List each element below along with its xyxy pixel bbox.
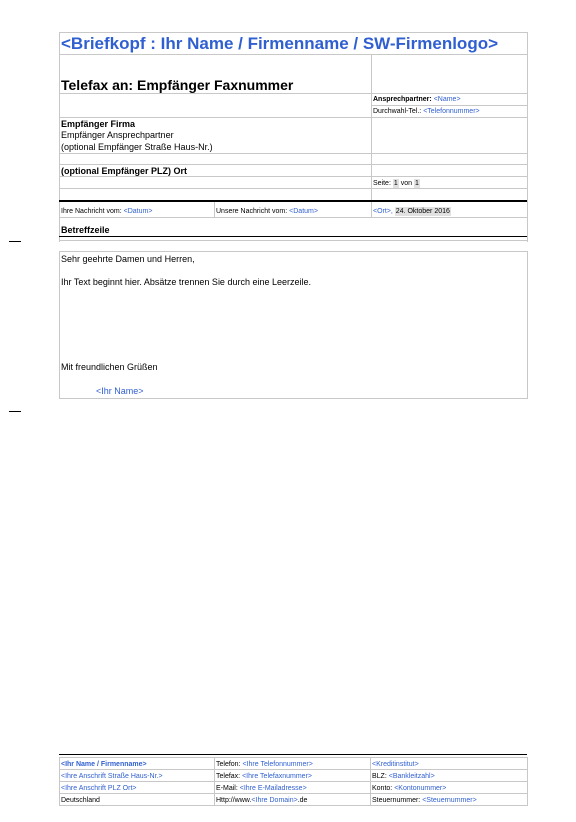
footer-tax-label: Steuernummer: [372, 797, 421, 804]
fold-mark-top [9, 241, 21, 242]
footer-web-value[interactable]: <Ihre Domain> [251, 797, 298, 804]
footer-fax-label: Telefax: [216, 773, 241, 780]
footer-phone [216, 760, 313, 769]
page-info [373, 179, 420, 188]
our-message-label: Unsere Nachricht vom: [216, 208, 288, 215]
footer-phone-label: Telefon: [216, 761, 241, 768]
footer-web-label: Http://www. [216, 797, 252, 804]
footer-fax [216, 772, 312, 781]
your-message-ref [61, 207, 152, 216]
recipient-street: (optional Empfänger Straße Haus-Nr.) [61, 142, 213, 152]
page-total-field: 1 [414, 180, 419, 187]
footer-bank-value[interactable]: <Kreditinstitut> [372, 761, 419, 768]
date-field: 24. Oktober 2016 [395, 208, 450, 215]
contact-extension-value[interactable]: <Telefonnummer> [423, 108, 480, 115]
footer-country: Deutschland [61, 797, 100, 804]
footer-email [216, 784, 307, 793]
footer-tax-value[interactable]: <Steuernummer> [422, 797, 477, 804]
page-current-field: 1 [393, 180, 398, 187]
our-message-ref [216, 207, 318, 216]
place-field[interactable]: <Ort>, [373, 208, 393, 215]
closing[interactable]: Mit freundlichen Grüßen [61, 362, 158, 372]
footer-bank [372, 760, 419, 769]
footer-fax-value[interactable]: <Ihre Telefaxnummer> [242, 773, 312, 780]
recipient-city: (optional Empfänger PLZ) Ort [61, 166, 187, 176]
our-message-date[interactable]: <Datum> [289, 208, 318, 215]
footer-web-suffix: .de [297, 797, 308, 804]
subject-line[interactable]: Betreffzeile [61, 225, 110, 235]
footer-company-name[interactable]: <Ihr Name / Firmenname> [61, 761, 147, 768]
footer-blz [372, 772, 435, 781]
contact-person-value[interactable]: <Name> [433, 96, 461, 103]
recipient-contact: Empfänger Ansprechpartner [61, 130, 174, 140]
signature-name[interactable]: <Ihr Name> [96, 386, 144, 396]
place-date [373, 207, 451, 216]
salutation[interactable]: Sehr geehrte Damen und Herren, [61, 254, 195, 264]
footer-blz-label: BLZ: [372, 773, 387, 780]
recipient-company: Empfänger Firma [61, 119, 136, 129]
footer-web [216, 796, 307, 805]
footer-phone-value[interactable]: <Ihre Telefonnummer> [242, 761, 313, 768]
contact-person-label: Ansprechpartner: [373, 96, 432, 103]
footer-email-value[interactable]: <Ihre E-Mailadresse> [239, 785, 307, 792]
fax-title: Telefax an: Empfänger Faxnummer [61, 77, 294, 93]
page-info-label: Seite: [373, 180, 391, 187]
footer-city[interactable]: <Ihre Anschrift PLZ Ort> [61, 785, 137, 792]
contact-extension [373, 107, 480, 116]
page-of-label: von [400, 180, 413, 187]
your-message-date[interactable]: <Datum> [123, 208, 153, 215]
body-text[interactable]: Ihr Text beginnt hier. Absätze trennen Sie durch eine Leerzeile. [61, 277, 311, 287]
contact-person [373, 95, 461, 104]
letterhead-title: <Briefkopf : Ihr Name / Firmenname / SW-Firmenlogo> [61, 34, 499, 53]
your-message-label: Ihre Nachricht vom: [61, 208, 122, 215]
footer-blz-value[interactable]: <Bankleitzahl> [388, 773, 435, 780]
footer-email-label: E-Mail: [216, 785, 238, 792]
fold-mark-bottom [9, 411, 21, 412]
body-frame [59, 251, 528, 399]
footer-street[interactable]: <Ihre Anschrift Straße Haus-Nr.> [61, 773, 163, 780]
contact-extension-label: Durchwahl-Tel.: [373, 108, 422, 115]
footer-account-label: Konto: [372, 785, 393, 792]
footer-account [372, 784, 446, 793]
footer-tax [372, 796, 477, 805]
footer-account-value[interactable]: <Kontonummer> [394, 785, 447, 792]
